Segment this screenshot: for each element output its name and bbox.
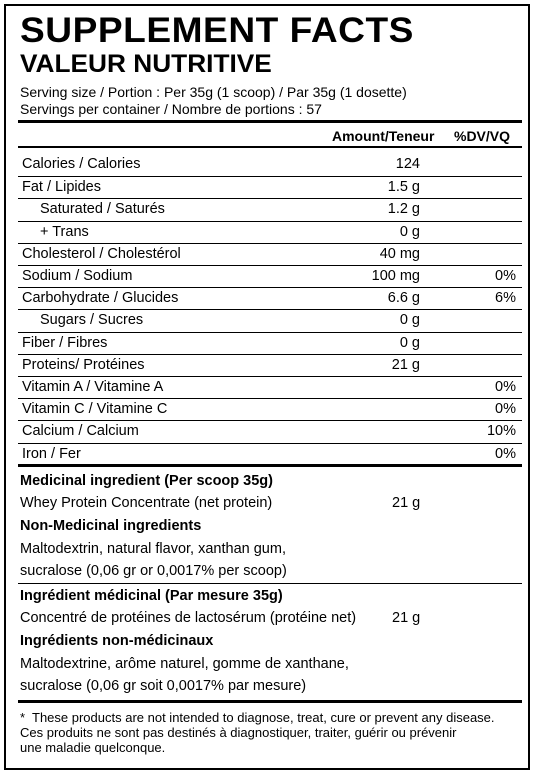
nutrient-name: Iron / Fer	[22, 445, 81, 462]
nutrient-name: Calcium / Calcium	[22, 423, 139, 440]
nutrient-name: Calories / Calories	[22, 156, 141, 172]
disclaimer-line3: une maladie quelconque.	[20, 740, 166, 755]
nutrient-amount: 6.6 g	[387, 290, 420, 307]
nutrient-amount: 0 g	[399, 223, 420, 240]
nutrient-dv: 10%	[486, 423, 516, 440]
disclaimer-rule	[18, 700, 522, 703]
medicinal-item-en: Whey Protein Concentrate (net protein)	[20, 495, 273, 511]
ingredients-rule	[18, 464, 522, 467]
disclaimer-line2: Ces produits ne sont pas destinés à diagnostiquer, traiter, guérir ou prévenir	[20, 725, 457, 740]
nutrient-name: Sodium / Sodium	[22, 268, 133, 284]
nutrient-row	[18, 443, 522, 465]
nutrient-dv: 0%	[495, 268, 516, 284]
nutrient-row	[18, 398, 522, 420]
dv-column-header: %DV/VQ	[454, 128, 511, 144]
disclaimer-line1: These products are not intended to diagnose, treat, cure or prevent any disease.	[32, 710, 495, 725]
serving-size: Serving size / Portion : Per 35g (1 scoop) / Par 35g (1 dosette)	[20, 84, 407, 100]
nutrient-amount: 124	[395, 156, 420, 172]
nutrient-amount: 21 g	[391, 356, 420, 373]
nutrient-row	[18, 265, 522, 287]
nutrient-amount: 100 mg	[371, 268, 420, 284]
medicinal-item-fr: Concentré de protéines de lactosérum (protéine net)	[20, 610, 357, 626]
nutrient-amount: 40 mg	[379, 245, 420, 262]
supplement-facts-panel	[4, 4, 530, 770]
nutrient-row	[18, 154, 522, 176]
nutrient-dv: 0%	[495, 401, 516, 418]
nutrient-name: Proteins/ Protéines	[22, 356, 145, 373]
nutrient-amount: 0 g	[399, 312, 420, 329]
nutrient-row	[18, 243, 522, 265]
nutrient-name: Sugars / Sucres	[40, 312, 144, 329]
non-medicinal-line2-en: sucralose (0,06 gr or 0,0017% per scoop)	[20, 563, 287, 579]
nutrient-name: Carbohydrate / Glucides	[22, 290, 179, 307]
nutrient-dv: 0%	[495, 445, 516, 462]
servings-per-container: Servings per container / Nombre de portions : 57	[20, 101, 322, 117]
non-medicinal-heading-fr: Ingrédients non-médicinaux	[20, 633, 214, 649]
table-top-rule	[18, 146, 522, 148]
nutrient-row	[18, 309, 522, 331]
nutrient-amount: 1.5 g	[387, 179, 420, 196]
language-divider	[18, 583, 522, 584]
nutrient-row	[18, 176, 522, 198]
disclaimer-asterisk: *	[20, 710, 26, 725]
medicinal-heading-en: Medicinal ingredient (Per scoop 35g)	[20, 473, 273, 489]
medicinal-amount-en: 21 g	[392, 495, 421, 511]
nutrient-name: Cholesterol / Cholestérol	[22, 245, 181, 262]
nutrient-amount: 0 g	[399, 334, 420, 351]
amount-column-header: Amount/Teneur	[332, 128, 435, 144]
nutrient-row	[18, 376, 522, 398]
panel-title: SUPPLEMENT FACTS	[20, 11, 414, 50]
nutrient-row	[18, 221, 522, 243]
non-medicinal-line1-en: Maltodextrin, natural flavor, xanthan gum,	[20, 541, 286, 557]
non-medicinal-line1-fr: Maltodextrine, arôme naturel, gomme de xanthane,	[20, 656, 349, 672]
nutrient-amount: 1.2 g	[387, 201, 420, 218]
nutrient-name: Fat / Lipides	[22, 179, 101, 196]
nutrient-name: + Trans	[40, 223, 89, 240]
nutrient-row	[18, 198, 522, 220]
nutrient-dv: 0%	[495, 379, 516, 395]
nutrient-row	[18, 354, 522, 376]
non-medicinal-heading-en: Non-Medicinal ingredients	[20, 518, 202, 534]
nutrient-row	[18, 332, 522, 354]
nutrient-name: Fiber / Fibres	[22, 334, 108, 351]
header-rule	[18, 120, 522, 123]
nutrient-dv: 6%	[495, 290, 516, 307]
panel-subtitle: VALEUR NUTRITIVE	[20, 50, 272, 78]
medicinal-amount-fr: 21 g	[392, 610, 421, 626]
nutrient-name: Saturated / Saturés	[40, 201, 165, 218]
nutrient-name: Vitamin A / Vitamine A	[22, 379, 164, 395]
nutrient-row	[18, 420, 522, 442]
medicinal-heading-fr: Ingrédient médicinal (Par mesure 35g)	[20, 588, 283, 604]
nutrient-name: Vitamin C / Vitamine C	[22, 401, 168, 418]
nutrient-row	[18, 287, 522, 309]
non-medicinal-line2-fr: sucralose (0,06 gr soit 0,0017% par mesure)	[20, 678, 307, 694]
